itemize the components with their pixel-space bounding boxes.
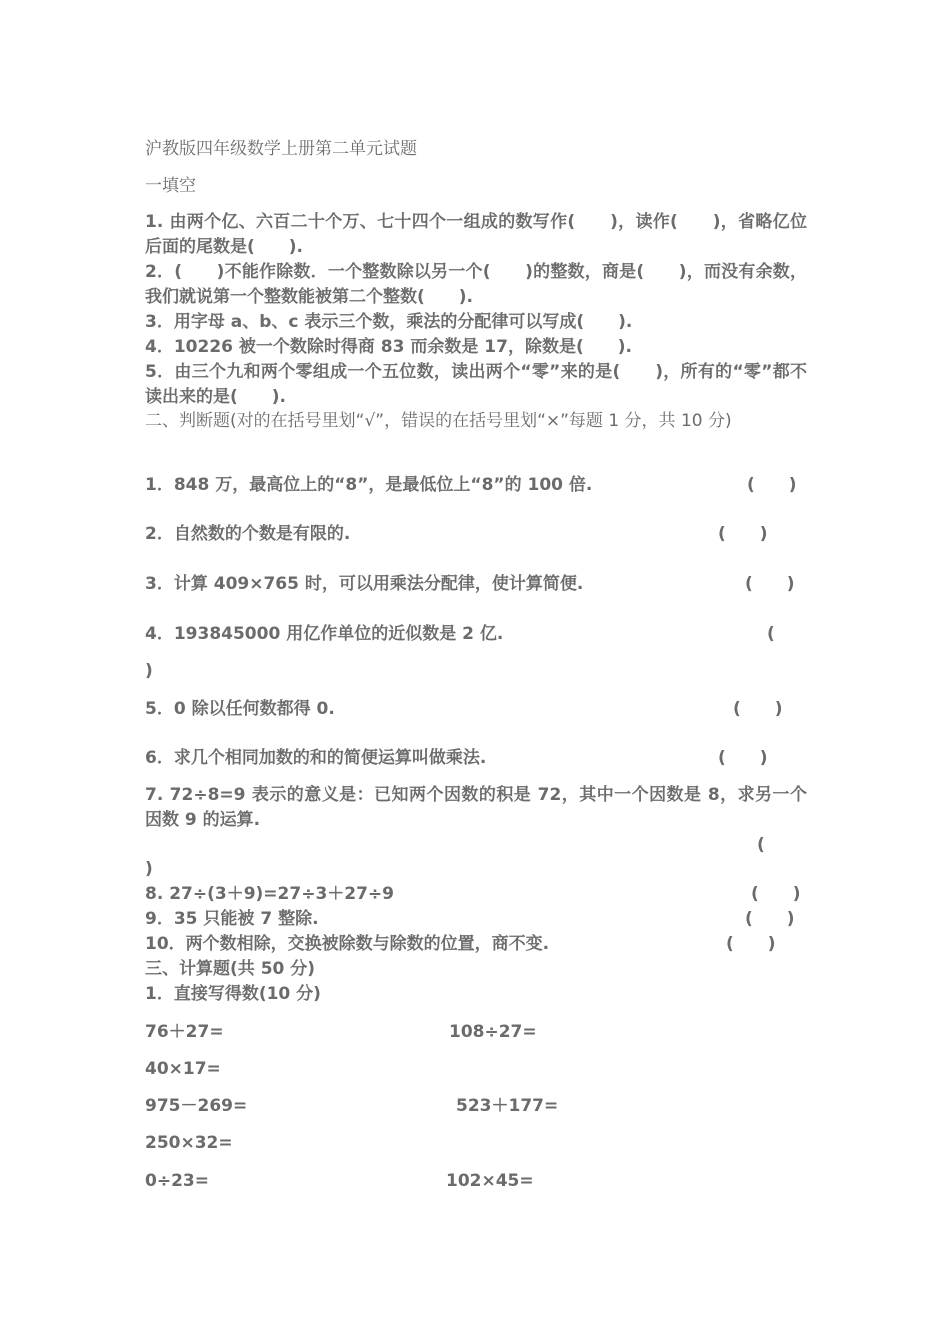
fill-item-3: 3．用字母 a、b、c 表示三个数，乘法的分配律可以写成( ). <box>145 312 633 332</box>
judge-item-7: 7. 72÷8=9 表示的意义是：已知两个因数的积是 72，其中一个因数是 8，求另一个因数 9 的运算. <box>145 785 807 830</box>
judge-item-1: 1．848 万，最高位上的“8”，是最低位上“8”的 100 倍. <box>145 475 593 495</box>
judge-item-4: 4．193845000 用亿作单位的近似数是 2 亿. <box>145 624 504 644</box>
judge-answer-paren-3[interactable]: ( ) <box>745 574 795 594</box>
judge-answer-paren-6[interactable]: ( ) <box>718 748 768 768</box>
judge-answer-paren-10[interactable]: ( ) <box>726 934 776 954</box>
calc-item: 108÷27= <box>449 1022 537 1042</box>
judge-item-6: 6．求几个相同加数的和的简便运算叫做乘法. <box>145 748 487 768</box>
judge-item-10: 10．两个数相除，交换被除数与除数的位置，商不变. <box>145 934 550 954</box>
fill-item-2: 2．( )不能作除数．一个整数除以另一个( )的整数，商是( )，而没有余数，我们就说第一个整数能被第二个整数( ). <box>145 262 807 307</box>
fill-item-5: 5．由三个九和两个零组成一个五位数，读出两个“零”来的是( )，所有的“零”都不读出来的是( ). <box>145 362 807 407</box>
judge-answer-paren-7-open[interactable]: ( <box>757 835 765 855</box>
judge-answer-paren-1[interactable]: ( ) <box>747 475 797 495</box>
judge-answer-paren-5[interactable]: ( ) <box>733 699 783 719</box>
calc-item: 0÷23= <box>145 1171 209 1191</box>
calc-item: 975－269= <box>145 1096 248 1116</box>
judge-answer-paren-4-open[interactable]: ( <box>767 624 775 644</box>
calc-item: 250×32= <box>145 1133 233 1153</box>
document-title: 沪教版四年级数学上册第二单元试题 <box>145 139 417 159</box>
fill-item-1: 1. 由两个亿、六百二十个万、七十四个一组成的数写作( )，读作( )，省略亿位后面的尾数是( ). <box>145 212 807 257</box>
judge-answer-paren-2[interactable]: ( ) <box>718 524 768 544</box>
section3-heading: 三、计算题(共 50 分) <box>145 959 316 979</box>
judge-item-8: 8. 27÷(3＋9)=27÷3＋27÷9 <box>145 884 395 904</box>
judge-answer-paren-7-close: ) <box>145 859 153 879</box>
judge-item-5: 5．0 除以任何数都得 0. <box>145 699 335 719</box>
section3-sub1: 1．直接写得数(10 分) <box>145 984 321 1004</box>
calc-item: 76＋27= <box>145 1022 224 1042</box>
judge-item-9: 9．35 只能被 7 整除. <box>145 909 319 929</box>
section1-heading: 一填空 <box>145 176 196 196</box>
calc-item: 102×45= <box>446 1171 534 1191</box>
judge-item-3: 3．计算 409×765 时，可以用乘法分配律，使计算简便. <box>145 574 584 594</box>
section2-heading: 二、判断题(对的在括号里划“√”，错误的在括号里划“×”每题 1 分，共 10 分) <box>145 411 732 431</box>
judge-answer-paren-4-close: ) <box>145 661 153 681</box>
calc-item: 40×17= <box>145 1059 221 1079</box>
judge-answer-paren-8[interactable]: ( ) <box>751 884 801 904</box>
judge-answer-paren-9[interactable]: ( ) <box>745 909 795 929</box>
judge-item-2: 2．自然数的个数是有限的. <box>145 524 351 544</box>
calc-item: 523＋177= <box>456 1096 559 1116</box>
fill-item-4: 4．10226 被一个数除时得商 83 而余数是 17，除数是( ). <box>145 337 632 357</box>
